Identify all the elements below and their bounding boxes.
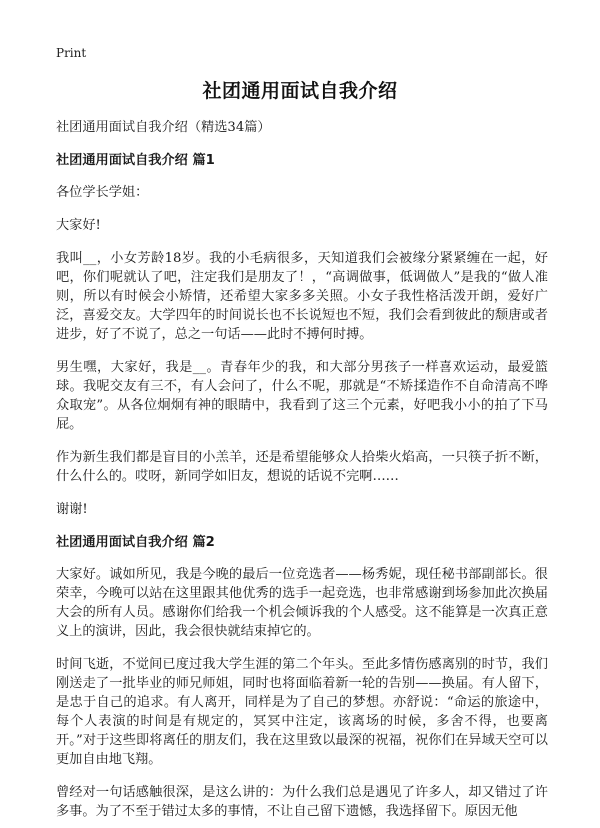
print-label: Print xyxy=(56,46,87,60)
body-paragraph: 时间飞逝，不觉间已度过我大学生涯的第二个年头。至此多情伤感离别的时节，我们刚送走了一批毕业的师兄师姐，同时也将面临着新一轮的告别——换届。有人留下，是忠于自己的追求。有人离开，同样是为了自己的梦想。亦舒说：“命运的旅途中，每个人表演的时间是有规定的，冥冥中注定，该离场的时候，多舍不得，也要离开。”对于这些即将离任的朋友们，我在这里致以最深的祝福，祝你们在异域天空可以更加自由地飞翔。 xyxy=(56,657,548,767)
document-body xyxy=(56,118,548,828)
body-paragraph: 作为新生我们都是盲目的小羔羊，还是希望能够众人拾柴火焰高，一只筷子折不断，什么什么的。哎呀，新同学如旧友，想说的话说不完啊…… xyxy=(56,450,548,484)
body-paragraph: 大家好。诚如所见，我是今晚的最后一位竞选者——杨秀妮，现任秘书部副部长。很荣幸，今晚可以站在这里跟其他优秀的选手一起竞选，也非常感谢到场参加此次换届大会的所有人员。感谢你们给我一个机会倾诉我的个人感受。这不能算是一次真正意义上的演讲，因此，我会很快就结束掉它的。 xyxy=(56,567,548,639)
body-paragraph: 曾经对一句话感触很深，是这么讲的：为什么我们总是遇见了许多人，却又错过了许多事。为了不至于错过太多的事情，不让自己留下遗憾，我选择留下。原因无他 xyxy=(56,785,548,819)
thanks-paragraph: 谢谢! xyxy=(56,502,88,517)
body-paragraph: 我叫__，小女芳龄18岁。我的小毛病很多，天知道我们会被缘分紧紧缠在一起，好吧，你们呢就认了吧，注定我们是朋友了！，“高调做事，低调做人”是我的“做人准则，所以有时候会小矫情，还希望大家多多关照。小女子我性格活泼开朗，爱好广泛，喜爱交友。大学四年的时间说长也不长说短也不短，我们会看到彼此的颓唐或者进步，好了不说了，总之一句话——此时不搏何时搏。 xyxy=(56,251,548,342)
hello-paragraph: 大家好! xyxy=(56,218,101,233)
document-title: 社团通用面试自我介绍 xyxy=(202,80,398,102)
greeting-paragraph: 各位学长学姐： xyxy=(56,185,149,200)
body-paragraph: 男生嘿，大家好，我是__。青春年少的我，和大部分男孩子一样喜欢运动，最爱篮球。我呢交友有三不，有人会问了，什么不呢，那就是“不矫揉造作不自命清高不哗众取宠”。从各位炯炯有神的眼睛中，我看到了这三个元素，好吧我小小的拍了下马屁。 xyxy=(56,360,548,432)
section-heading: 社团通用面试自我介绍 篇2 xyxy=(56,535,215,550)
section-heading: 社团通用面试自我介绍 篇1 xyxy=(56,153,215,168)
document-subtitle: 社团通用面试自我介绍（精选34篇） xyxy=(56,120,271,135)
